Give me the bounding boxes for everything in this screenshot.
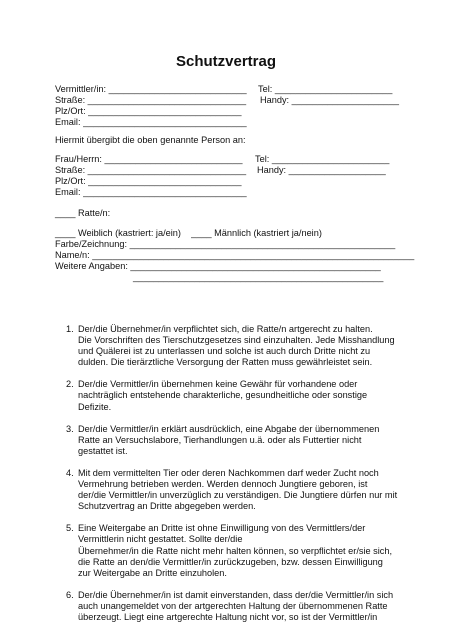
clause-line: die Ratte an den/die Vermittler/in zurückzugeben, bzw. dessen Einwilligung <box>78 556 383 567</box>
clause-line: Der/die Übernehmer/in verpflichtet sich, die Ratte/n artgerecht zu halten. <box>78 324 373 334</box>
clause-line: und Quälerei ist zu unterlassen und solche ist auch durch Dritte nicht zu <box>78 346 371 357</box>
clause-number: 4. <box>66 467 74 478</box>
clause-line: Schutzvertrag an Dritte abgegeben werden. <box>78 501 256 512</box>
clause-line: Defizite. <box>78 401 112 412</box>
clause-number: 5. <box>66 523 74 534</box>
uebernehmer-email-field: Email: ________________________________ <box>55 187 247 197</box>
clause-item <box>55 523 415 578</box>
clause-line: Eine Weitergabe an Dritte ist ohne Einwilligung von des Vermittlers/der <box>78 523 366 534</box>
ratte-weitere-field: Weitere Angaben: _________________________________________________ <box>55 261 381 271</box>
document-title: Schutzvertrag <box>175 53 277 70</box>
clause-line: zur Weitergabe an Dritte einzuholen. <box>78 567 227 578</box>
vermittler-handy-field: Handy: _____________________ <box>260 95 399 105</box>
ratte-geschlecht-field: ____ Weiblich (kastriert: ja/ein) ____ Männlich (kastriert ja/nein) <box>55 228 322 238</box>
clause-line: Ratte an Versuchslabore, Tierhandlungen u.ä. oder als Futtertier nicht <box>78 434 362 445</box>
ratte-weitere-continuation: _________________________________________________ <box>133 272 384 282</box>
clause-item <box>55 324 415 368</box>
clause-line: überzeugt. Liegt eine artgerechte Haltung nicht vor, so ist der Vermittler/in <box>78 611 378 622</box>
clause-number: 3. <box>66 423 74 434</box>
clause-line: nachträglich entstehende charakterliche, gesundheitliche oder sonstige <box>78 390 368 401</box>
vermittler-plz-field: Plz/Ort: ______________________________ <box>55 106 242 116</box>
uebernehmer-plz-field: Plz/Ort: ______________________________ <box>55 176 242 186</box>
clause-line: Die Vorschriften des Tierschutzgesetzes sind einzuhalten. Jede Misshandlung <box>78 335 395 346</box>
clause-line: Übernehmer/in die Ratte nicht mehr halten können, so verpflichtet er/sie sich, <box>78 545 393 556</box>
clause-line: Der/die Vermittler/in erklärt ausdrücklich, eine Abgabe der übernommenen <box>78 423 380 434</box>
clause-line: der/die Vermittler/in unverzüglich zu verständigen. Die Jungtiere dürfen nur mit <box>78 490 398 501</box>
vermittler-email-field: Email: ________________________________ <box>55 117 247 127</box>
ratte-farbe-field: Farbe/Zeichnung: ____________________________________________________ <box>55 239 396 249</box>
clause-item <box>55 590 415 623</box>
ratte-count-field: ____ Ratte/n: <box>55 208 111 218</box>
clause-item <box>55 424 415 457</box>
clause-line: Mit dem vermittelten Tier oder deren Nachkommen darf weder Zucht noch <box>78 467 379 478</box>
clause-line: Der/die Vermittler/in übernehmen keine Gewähr für vorhandene oder <box>78 379 358 390</box>
clause-list <box>55 324 415 634</box>
clause-number: 6. <box>66 589 74 600</box>
vermittler-tel-field: Tel: _______________________ <box>258 84 393 94</box>
clause-item <box>55 468 415 512</box>
ratte-name-field: Name/n: _______________________________________________________________ <box>55 250 415 260</box>
clause-line: Der/die Übernehmer/in ist damit einverstanden, dass der/die Vermittler/in sich <box>78 589 394 600</box>
uebernehmer-handy-field: Handy: ___________________ <box>257 165 386 175</box>
uebernehmer-tel-field: Tel: _______________________ <box>255 154 390 164</box>
uebernehmer-strasse-field: Straße: _______________________________ <box>55 165 247 175</box>
vermittler-strasse-field: Straße: _______________________________ <box>55 95 247 105</box>
clause-number: 1. <box>66 324 74 334</box>
clause-line: auch unangemeldet von der artgerechten Haltung der übernommenen Ratte <box>78 600 388 611</box>
vermittler-name-field: Vermittler/in: ___________________________ <box>55 84 247 94</box>
clause-item <box>55 379 415 412</box>
clause-line: Vermehrung betrieben werden. Werden dennoch Jungtiere geboren, ist <box>78 479 368 490</box>
clause-line: dulden. Die tierärztliche Versorgung der Ratten muss gewährleistet sein. <box>78 357 373 368</box>
intro-text: Hiermit übergibt die oben genannte Person an: <box>55 135 246 145</box>
clause-line: Vermittlerin nicht gestattet. Sollte der/die <box>78 534 243 545</box>
clause-number: 2. <box>66 379 74 390</box>
clause-line: gestattet ist. <box>78 445 128 456</box>
uebernehmer-name-field: Frau/Herrn: ___________________________ <box>55 154 243 164</box>
